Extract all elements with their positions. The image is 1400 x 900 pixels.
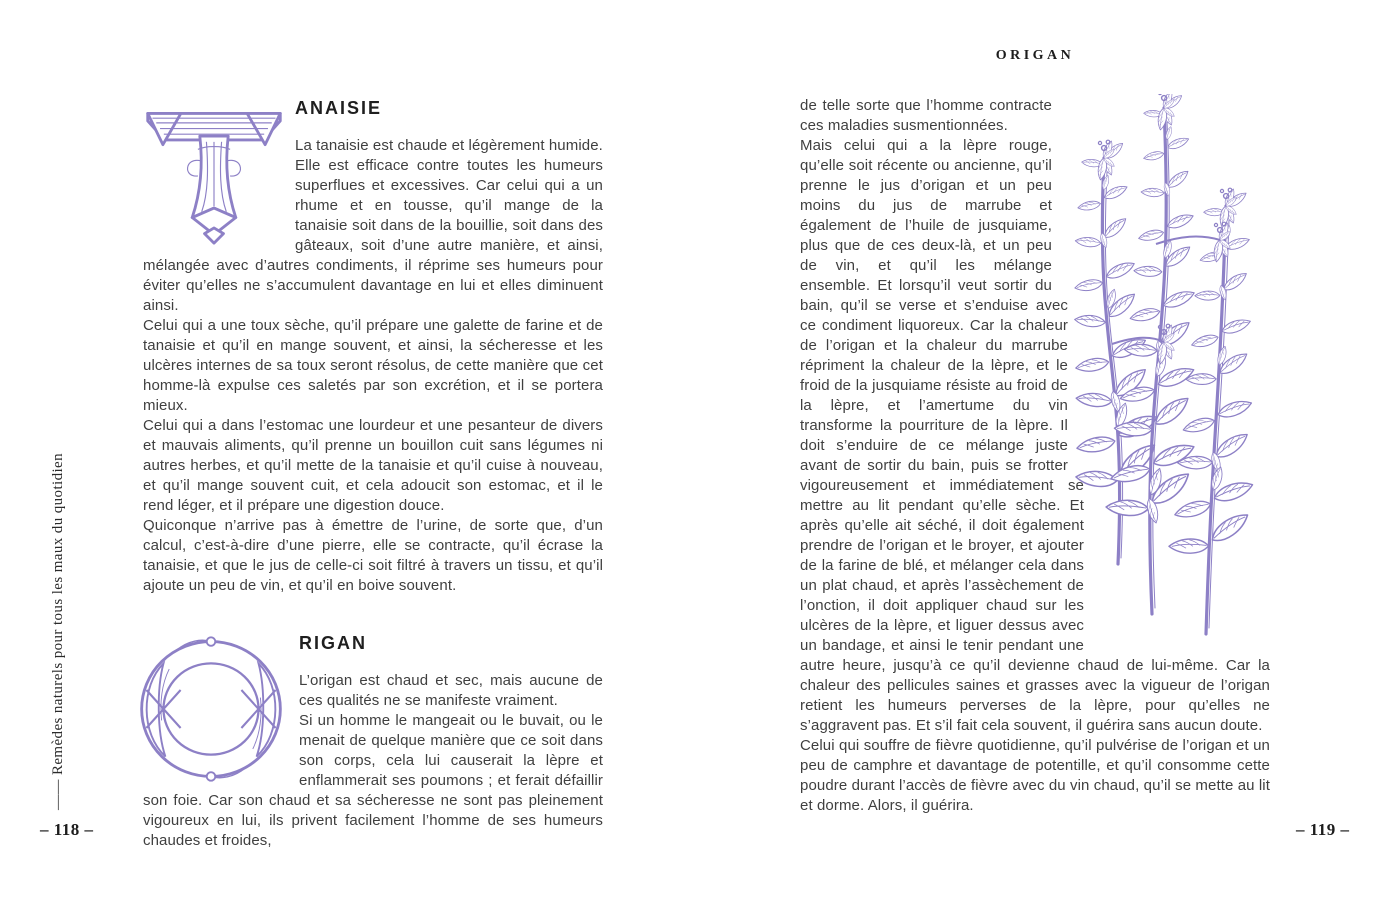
dropcap-o-ornament	[135, 634, 287, 784]
paragraph: L’origan est chaud et sec, mais aucune de ces qualités ne se manifeste vraiment.	[299, 672, 603, 709]
section-title-tanaisie: ANAISIE	[295, 98, 383, 118]
paragraph: de telle sorte que l’homme contracte ces maladies susmentionnées.	[800, 97, 1052, 134]
paragraph: Elle est efficace contre toutes les humeurs superflues et excessives. Car celui qui a un rhume et en tousse, qu’il mange de la tanaisie soit dans de la bouillie, soit dans des gâteaux, soit d’une autre manière, et ainsi, mélangée avec d’autres condiments, il réprime ses humeurs pour éviter qu’elles ne s’accumulent davantage en lui et elles diminuent ainsi.	[143, 157, 603, 314]
paragraph: La tanaisie est chaude et légèrement humide.	[295, 137, 603, 154]
paragraph: Celui qui souffre de fièvre quotidienne, qu’il pulvérise de l’origan et un peu de camphre et davantage de potentille, et qu’il consomme cette poudre durant l’accès de fièvre avec du vin chaud, qu’il se mette au lit et dorme. Alors, il guérira.	[800, 737, 1270, 814]
paragraph: Celui qui a dans l’estomac une lourdeur et une pesanteur de divers et mauvais aliments, qu’il prenne un bouillon cuit sans légumes ni autres herbes, et qu’il mette de la tanaisie et qu’il cuise à nouveau, et qu’il mange souvent cuit, et cela adoucit son estomac, et il le rend léger, et il prépare une digestion douce.	[143, 417, 603, 514]
section-tanaisie	[143, 97, 603, 596]
section-title-origan: RIGAN	[299, 633, 367, 653]
section-origan-start	[143, 632, 603, 851]
page-number-right: – 119 –	[1296, 820, 1350, 839]
paragraph: Celui qui a une toux sèche, qu’il prépare une galette de farine et de tanaisie et qu’il en mange souvent, et ainsi, la sécheresse et les ulcères internes de sa toux seront résolus, de cette manière que cet homme-là expulse ces saletés par son excrétion, et il se portera mieux.	[143, 317, 603, 414]
left-page	[143, 95, 603, 851]
oregano-illustration	[1060, 94, 1272, 646]
page-number-left: – 118 –	[40, 820, 94, 839]
right-page	[800, 96, 1270, 816]
paragraph: Mais celui qui a la lèpre rouge, qu’elle soit récente ou ancienne, qu’il prenne le jus d’origan et un peu moins du jus de marrube et également de l’huile de jusquiame, plus que de ces deux-là, et un peu de vin, et qu’il les mélange ensemble. Et lorsqu’il veut sortir du bain, qu’il se verse et s’enduise avec ce condiment liquoreux. Car la chaleur de l’origan et la chaleur du marrube répriment la chaleur de la lèpre, et le froid de la jusquiame résiste au froid de la lèpre, et l’amertume du vin transforme la pourriture de la lèpre. Il doit s’enduire de ce mélange juste avant de sortir du bain, puis se frotter vigoureusement et immédiatement se mettre au lit pendant qu’elle sèche. Et après qu’elle ait séché, il doit également prendre de l’origan et le broyer, et ajouter de la farine de blé, et mélanger cela dans un plat chaud, et après l’assèchement de l’onction, il doit appliquer chaud sur les ulcères de la lèpre, et liguer dessus avec un bandage, et ainsi le tenir pendant une autre heure, jusqu’à ce qu’il devienne chaud de lui-même. Car la chaleur des pellicules saines et grasses avec la vigueur de l’origan retient les humeurs perverses de la lèpre, pour qu’elles ne s’aggravent pas. Et s’il fait cela souvent, il guérira sans aucun doute.	[800, 137, 1270, 734]
running-head: ORIGAN	[995, 48, 1075, 63]
paragraph: Quiconque n’arrive pas à émettre de l’urine, de sorte que, d’un calcul, c’est-à-dire d’une pierre, elle se contracte, qu’il écrase la tanaisie, et que le jus de celle-ci soit filtré à travers un tissu, et qu’il ajoute un peu de vin, et qu’il en boive souvent.	[143, 517, 603, 594]
sidebar-series-title: —— Remèdes naturels pour tous les maux du quotidien	[50, 452, 66, 810]
dropcap-t-ornament	[143, 99, 285, 249]
paragraph: Si un homme le mangeait ou le buvait, ou le menait de quelque manière que ce soit dans son corps, cela lui causerait la lèpre et enflammerait ses poumons ; et ferait défaillir son foie. Car son chaud et sa sécheresse ne sont pas pleinement vigoureux en lui, ils privent facilement l’homme de ses humeurs chaudes et froides,	[143, 712, 603, 849]
